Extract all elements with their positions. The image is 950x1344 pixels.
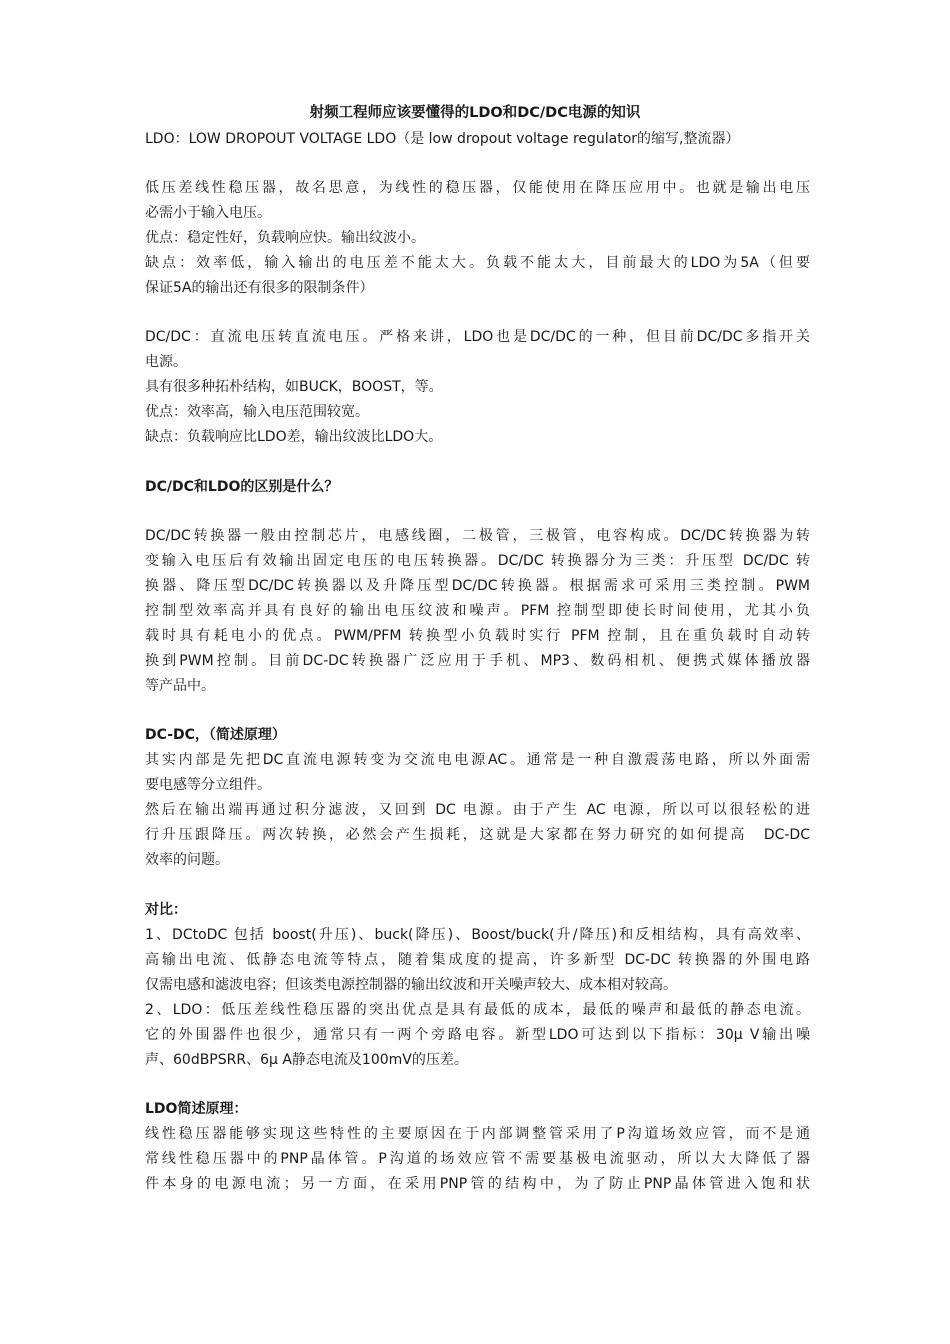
paragraph-line: 效率的问题。 bbox=[145, 852, 229, 868]
paragraph-line: 变输入电压后有效输出固定电压的电压转换器。DC/DC 转换器分为三类：升压型 DC/DC 转 bbox=[145, 553, 810, 569]
paragraph-line: 1、DCtoDC 包括 boost(升压)、buck(降压)、Boost/buck(升/降压)和反相结构，具有高效率、 bbox=[145, 927, 810, 943]
paragraph-line: 优点：稳定性好，负载响应快。输出纹波小。 bbox=[145, 230, 425, 246]
paragraph-line: 2、LDO：低压差线性稳压器的突出优点是具有最低的成本，最低的噪声和最低的静态电流。 bbox=[145, 1002, 810, 1018]
paragraph-line: 要电感等分立组件。 bbox=[145, 777, 271, 793]
section-heading: DC/DC和LDO的区别是什么？ bbox=[145, 479, 339, 495]
section-heading: DC-DC，（简述原理） bbox=[145, 727, 286, 743]
section-heading: LDO简述原理： bbox=[145, 1101, 248, 1117]
paragraph-line: 其实内部是先把DC直流电源转变为交流电电源AC。通常是一种自激震荡电路，所以外面需 bbox=[145, 752, 810, 768]
paragraph-line: 声、60dBPSRR、6μ A静态电流及100mV的压差。 bbox=[145, 1052, 468, 1068]
paragraph-line: 缺点：负载响应比LDO差，输出纹波比LDO大。 bbox=[145, 429, 443, 445]
paragraph-line: DC/DC转换器一般由控制芯片，电感线圈，二极管，三极管，电容构成。DC/DC转换器为转 bbox=[145, 528, 810, 544]
paragraph-line: 线性稳压器能够实现这些特性的主要原因在于内部调整管采用了P沟道场效应管，而不是通 bbox=[145, 1126, 810, 1142]
paragraph-line: 保证5A的输出还有很多的限制条件） bbox=[145, 280, 374, 296]
document-title: 射频工程师应该要懂得的LDO和DC/DC电源的知识 bbox=[309, 105, 641, 121]
paragraph-line: 必需小于输入电压。 bbox=[145, 205, 271, 221]
paragraph-line: DC/DC：直流电压转直流电压。严格来讲，LDO也是DC/DC的一种，但目前DC/DC多指开关 bbox=[145, 329, 810, 345]
paragraph-line: 等产品中。 bbox=[145, 678, 215, 694]
paragraph-line: 行升压跟降压。两次转换，必然会产生损耗，这就是大家都在努力研究的如何提高 DC-DC bbox=[145, 827, 810, 843]
paragraph-line: 优点：效率高，输入电压范围较宽。 bbox=[145, 404, 369, 420]
paragraph-line: 件本身的电源电流；另一方面，在采用PNP管的结构中，为了防止PNP晶体管进入饱和状 bbox=[145, 1176, 810, 1192]
paragraph-line: 高输出电流、低静态电流等特点，随着集成度的提高，许多新型 DC-DC 转换器的外围电路 bbox=[145, 952, 810, 968]
paragraph-line: 控制型效率高并具有良好的输出电压纹波和噪声。PFM 控制型即使长时间使用，尤其小负 bbox=[145, 603, 810, 619]
section-heading: 对比： bbox=[145, 902, 187, 918]
paragraph-line: 低压差线性稳压器，故名思意，为线性的稳压器，仅能使用在降压应用中。也就是输出电压 bbox=[145, 180, 810, 196]
paragraph-line: 电源。 bbox=[145, 354, 187, 370]
ldo-definition: LDO：LOW DROPOUT VOLTAGE LDO（是 low dropout voltage regulator的缩写,整流器） bbox=[145, 131, 740, 147]
paragraph-line: 仅需电感和滤波电容；但该类电源控制器的输出纹波和开关噪声较大、成本相对较高。 bbox=[145, 977, 677, 993]
paragraph-line: 具有很多种拓朴结构，如BUCK，BOOST，等。 bbox=[145, 379, 443, 395]
paragraph-line: 换器、降压型DC/DC转换器以及升降压型DC/DC转换器。根据需求可采用三类控制。PWM bbox=[145, 578, 810, 594]
paragraph-line: 换到PWM控制。目前DC-DC转换器广泛应用于手机、MP3、数码相机、便携式媒体播放器 bbox=[145, 653, 810, 669]
paragraph-line: 它的外围器件也很少，通常只有一两个旁路电容。新型LDO可达到以下指标：30μ V输出噪 bbox=[145, 1027, 810, 1043]
paragraph-line: 载时具有耗电小的优点。PWM/PFM 转换型小负载时实行 PFM 控制，且在重负载时自动转 bbox=[145, 628, 810, 644]
paragraph-line: 缺点：效率低，输入输出的电压差不能太大。负载不能太大，目前最大的LDO为5A（但要 bbox=[145, 255, 810, 271]
paragraph-line: 常线性稳压器中的PNP晶体管。P沟道的场效应管不需要基极电流驱动，所以大大降低了器 bbox=[145, 1151, 810, 1167]
paragraph-line: 然后在输出端再通过积分滤波，又回到 DC 电源。由于产生 AC 电源，所以可以很轻松的进 bbox=[145, 802, 810, 818]
